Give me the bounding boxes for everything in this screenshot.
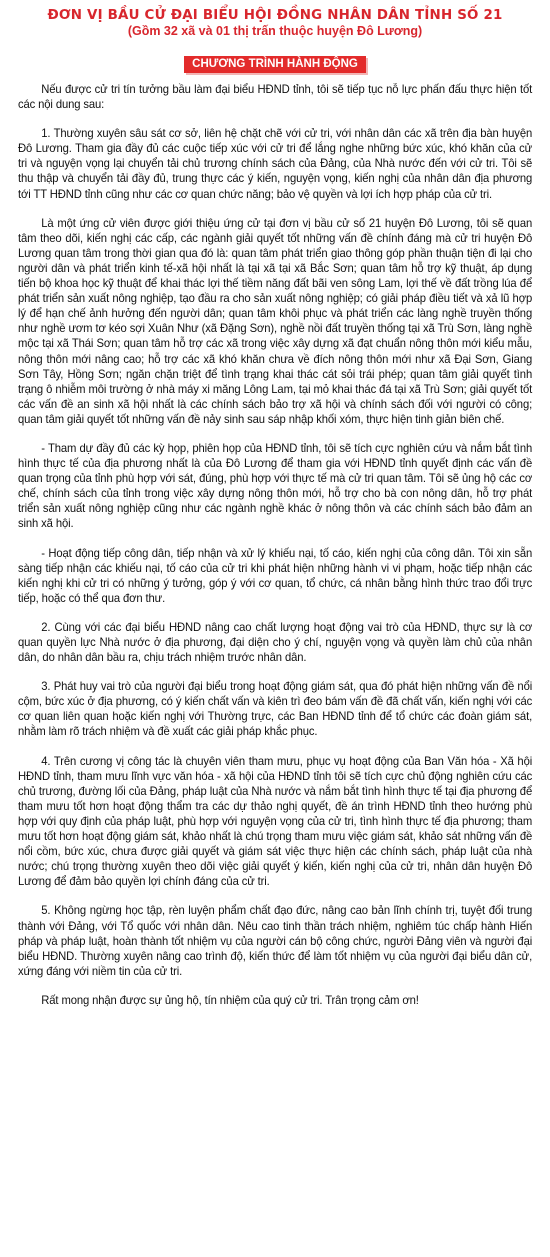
banner-container: [0, 54, 550, 73]
page-subtitle: (Gồm 32 xã và 01 thị trấn thuộc huyện Đô Lương): [127, 24, 423, 38]
paragraph-item-3: 3. Phát huy vai trò của người đại biểu trong hoạt động giám sát, qua đó phát hiện những vấn đề nổi cộm, bức xúc ở địa phương, có ý kiến chất vấn và kiên trì đeo bám vấn đề đã chất vấn, kiến nghị với các cơ quan liên quan hoặc kiến nghị với Thường trực, các Ban HĐND tỉnh để tổ chức các đoàn giám sát, nhằm làm rõ trách nhiệm và đề xuất các giải pháp khắc phục.: [18, 680, 533, 739]
section-banner: CHƯƠNG TRÌNH HÀNH ĐỘNG: [184, 56, 366, 73]
paragraph-citizen-reception: - Hoạt động tiếp công dân, tiếp nhận và xử lý khiếu nại, tố cáo, kiến nghị của công dân. Tôi xin sẵn sàng tiếp nhận các khiếu nại, tố cáo của cử tri khi phát hiện những hành vi vi phạm, hoặc tiếp nhận các kiến nghị khi cử tri có những ý tưởng, góp ý với cơ quan, tổ chức, cá nhân bằng hình thức trao đổi trực tiếp, hoặc có thể qua đơn thư.: [18, 546, 533, 605]
paragraph-sessions: - Tham dự đầy đủ các kỳ họp, phiên họp của HĐND tỉnh, tôi sẽ tích cực nghiên cứu và nắm bắt tình hình thực tế của địa phương nhất là của Đô Lương để tham gia với HĐND tỉnh quyết định các vấn đề quan trọng của tỉnh phù hợp với sát, đúng, phù hợp với thực tế mà cử tri quan tâm. Tôi sẽ ủng hộ các cơ chế, chính sách của tỉnh trong việc xây dựng nông thôn mới, hỗ trợ cho bà con nông dân, hỗ trợ phát triển sản xuất nông nghiệp cũng như các ngành nghề khác ở nông thôn và các chính sách bảo đảm an sinh xã hội.: [18, 441, 533, 531]
paragraph-item-4: 4. Trên cương vị công tác là chuyên viên tham mưu, phục vụ hoạt động của Ban Văn hóa - Xã hội HĐND tỉnh, tham mưu lĩnh vực văn hóa - xã hội của HĐND tỉnh tôi sẽ tích cực chủ động nghiên cứu các chủ trương, đường lối của Đảng, pháp luật của Nhà nước và nắm bắt tình hình thực tế tại địa phương để tham mưu tốt hơn hoạt động thẩm tra các dự thảo nghị quyết, đề án trình HĐND tỉnh theo hướng phù hợp với quy định của pháp luật, phù hợp với nguyện vọng của cử tri, tình hình thực tế địa phương; tham mưu tốt hơn hoạt động giám sát, khảo nhất là chú trọng tham mưu việc giám sát, khảo sát những vấn đề nổi cồm, bức xúc, chưa được giải quyết và giám sát việc thực hiện các chính sách, pháp luật của nhà nước; chú trọng thường xuyên theo dõi việc giải quyết ý kiến, kiến nghị của cử tri, nhân dân huyện Đô Lương để đảm bảo quyền lợi chính đáng của cử tri.: [18, 754, 533, 889]
paragraph-item-5: 5. Không ngừng học tập, rèn luyện phẩm chất đạo đức, nâng cao bản lĩnh chính trị, tuyệt đối trung thành với Đảng, với Tổ quốc với nhân dân. Nêu cao tinh thần trách nhiệm, nghiêm túc chấp hành Hiến pháp và pháp luật, hoàn thành tốt nhiệm vụ của người cán bộ công chức, người Đảng viên và người đại biểu HĐND. Thường xuyên nâng cao trình độ, kiến thức để làm tốt nhiệm vụ của người đại biểu dân cử, xứng đáng với niềm tin của cử tri.: [18, 904, 533, 978]
page-title: ĐƠN VỊ BẦU CỬ ĐẠI BIỂU HỘI ĐỒNG NHÂN DÂN TỈNH SỐ 21: [47, 8, 503, 23]
paragraph-local-issues: Là một ứng cử viên được giới thiệu ứng cử tại đơn vị bầu cử số 21 huyện Đô Lương, tôi sẽ quan tâm theo dõi, kiến nghị các cấp, các ngành giải quyết tốt những vấn đề chính đáng mà cử tri huyện Đô Lương quan tâm trong thời gian qua đó là: quan tâm phát triển giao thông góp phần thuận tiện đi lại cho người dân và phát triển kinh tế-xã hội nhất là tại xã tại xã Bắc Sơn; quan tâm hỗ trợ kỹ thuật, áp dụng tiến bộ khoa học kỹ thuật để khai thác lợi thế tiềm năng đất bãi ven sông Lam, lợi thế về đất trồng lúa để phát triển sản xuất nông nghiệp, tạo đầu ra cho sản xuất nông nghiệp; có giải pháp điều tiết và xả lũ hợp lý để hạn chế ảnh hưởng đến người dân; quan tâm khôi phục và phát triển các làng nghề truyền thống như nghề ươm tơ kéo sợi Xuân Như (xã Đặng Sơn), nghề nồi đất truyền thống tại xã Trù Sơn, làng nghề mộc tại xã Thái Sơn; quan tâm hỗ trợ các xã trong việc xây dựng xã đạt chuẩn nông thôn mới kiểu mẫu, nông thôn mới nâng cao; hỗ trợ các xã khó khăn chưa về đích nông thôn mới như xã Đại Sơn, Giang Sơn Tây, Hồng Sơn; ngăn chặn triệt để tình trạng khai thác cát sỏi trái phép; quan tâm giải quyết tình trạng ô nhiễm môi trường ở nhà máy xi măng Lông Lam, tại mỏ khai thác đá tại xã Trù Sơn; giải quyết tốt các vấn đề an sinh xã hội nhất là các chính sách bảo trợ xã hội và chính sách đối với người có công; quan tâm giải quyết tốt những vấn đề nảy sinh sau sáp nhập khối xóm, thực hiện tinh giản biên chế.: [18, 216, 533, 426]
document-body: [18, 82, 532, 1008]
paragraph-item-1: 1. Thường xuyên sâu sát cơ sở, liên hệ chặt chẽ với cử tri, với nhân dân các xã trên địa bàn huyện Đô Lương. Tham gia đầy đủ các cuộc tiếp xúc với cử tri để lắng nghe những bức xúc, khó khăn của cử tri và nguyện vọng lại chuyển tải chủ trương chính sách của Đảng, của Nhà nước đến với cử tri. Tôi sẽ thu thập và chuyển tải đầy đủ, trung thực các ý kiến, nguyện vọng, kiến nghị của nhân dân địa phương tới TT HĐND tỉnh cũng như các cơ quan chức năng; bảo vệ quyền và lợi ích hợp pháp của cử tri.: [18, 127, 533, 201]
closing-paragraph: Rất mong nhận được sự ủng hộ, tín nhiệm của quý cử tri. Trân trọng cảm ơn!: [41, 993, 419, 1007]
paragraph-item-2: 2. Cùng với các đại biểu HĐND nâng cao chất lượng hoạt động vai trò của HĐND, thực sự là cơ quan quyền lực Nhà nước ở địa phương, đại diện cho ý chí, nguyện vọng và quyền làm chủ của nhân dân, do nhân dân bầu ra, chịu trách nhiệm trước nhân dân.: [18, 620, 533, 665]
intro-paragraph: Nếu được cử tri tín tưởng bầu làm đại biểu HĐND tỉnh, tôi sẽ tiếp tục nỗ lực phấn đấu thực hiện tốt các nội dung sau:: [18, 83, 533, 112]
